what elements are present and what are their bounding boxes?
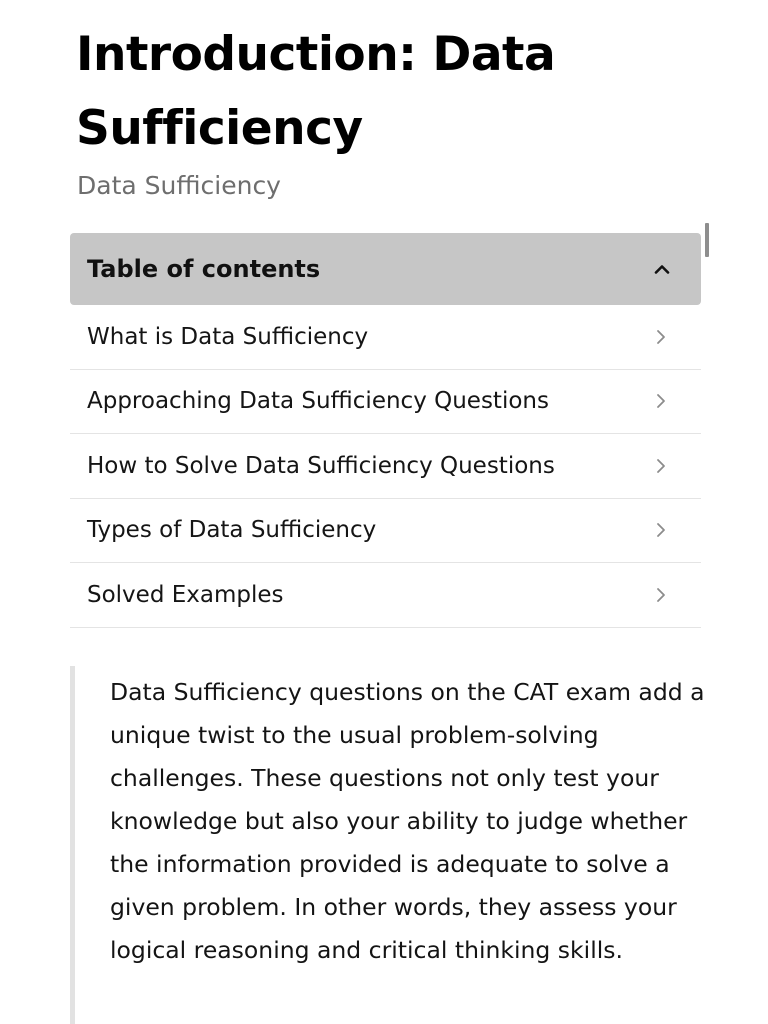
toc-toggle[interactable] (70, 233, 701, 305)
toc-item-approaching-questions[interactable] (70, 370, 701, 435)
toc-item-label: Approaching Data Sufficiency Questions (87, 388, 549, 415)
toc-item-solved-examples[interactable] (70, 563, 701, 628)
page-title: Introduction: Data Sufficiency (76, 27, 556, 156)
toc-item-label: How to Solve Data Sufficiency Questions (87, 452, 555, 479)
toc-item-how-to-solve[interactable] (70, 434, 701, 499)
toc-header-label: Table of contents (87, 255, 321, 283)
chevron-up-icon[interactable] (653, 260, 671, 278)
chevron-right-icon (654, 328, 668, 346)
toc-item-what-is-data-sufficiency[interactable] (70, 305, 701, 370)
toc-item-label: Types of Data Sufficiency (87, 517, 377, 544)
chevron-right-icon (654, 586, 668, 604)
intro-blockquote (70, 666, 710, 1024)
scrollbar-thumb[interactable] (705, 223, 709, 257)
chevron-right-icon (654, 521, 668, 539)
toc-item-label: What is Data Sufficiency (87, 323, 369, 350)
intro-paragraph: Data Sufficiency questions on the CAT exam add a unique twist to the usual problem-solving challenges. These questions not only test your knowledge but also your ability to judge whether the information provided is adequate to solve a given problem. In other words, they assess your logical reasoning and critical thinking skills. (110, 678, 705, 964)
toc-item-label: Solved Examples (87, 581, 284, 608)
chevron-right-icon (654, 392, 668, 410)
article-category: Data Sufficiency (77, 171, 281, 200)
toc-list (70, 305, 701, 628)
toc-item-types[interactable] (70, 499, 701, 564)
table-of-contents (70, 233, 701, 628)
chevron-right-icon (654, 457, 668, 475)
